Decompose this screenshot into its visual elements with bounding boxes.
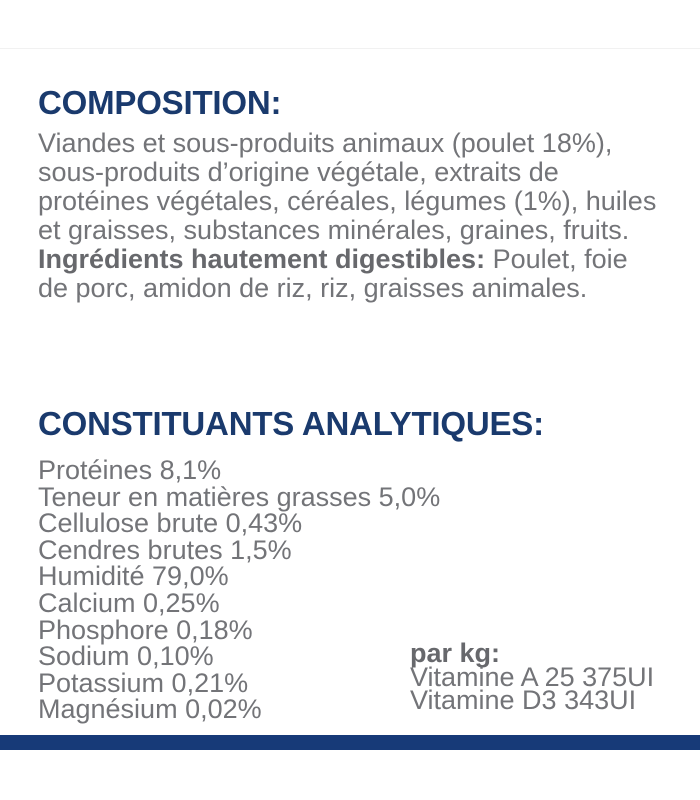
composition-line: sous-produits d’origine végétale, extraits de bbox=[38, 157, 559, 187]
analytics-item-cellulose: Cellulose brute 0,43% bbox=[38, 508, 303, 539]
per-kg-block bbox=[410, 638, 655, 715]
analytics-item-proteines: Protéines 8,1% bbox=[38, 455, 222, 485]
analytics-item-magnesium: Magnésium 0,02% bbox=[38, 694, 262, 725]
digestible-ingredients-start: Poulet, foie bbox=[485, 244, 628, 274]
analytics-item-calcium: Calcium 0,25% bbox=[38, 587, 220, 618]
bottom-navy-bar bbox=[0, 735, 700, 750]
analytics-item-cendres: Cendres brutes 1,5% bbox=[38, 534, 292, 565]
analytical-constituents-list bbox=[38, 457, 440, 723]
vitamine-a-line: Vitamine A 25 375UI bbox=[410, 661, 655, 692]
label-top-edge-line bbox=[0, 48, 700, 49]
composition-line: et graisses, substances minérales, graines, fruits. bbox=[38, 215, 630, 245]
digestible-ingredients-label: Ingrédients hautement digestibles: bbox=[38, 244, 486, 274]
analytics-item-potassium: Potassium 0,21% bbox=[38, 667, 249, 698]
composition-heading: COMPOSITION: bbox=[38, 84, 282, 121]
vitamine-d3-line: Vitamine D3 343UI bbox=[410, 685, 637, 715]
per-kg-heading: par kg: bbox=[410, 638, 501, 668]
analytics-item-humidite: Humidité 79,0% bbox=[38, 561, 229, 592]
analytics-item-phosphore: Phosphore 0,18% bbox=[38, 614, 253, 645]
analytical-constituents-heading: CONSTITUANTS ANALYTIQUES: bbox=[38, 405, 544, 442]
analytics-item-matieres-grasses: Teneur en matières grasses 5,0% bbox=[38, 481, 441, 512]
composition-line: Viandes et sous-produits animaux (poulet 18%), bbox=[38, 128, 613, 158]
analytics-item-sodium: Sodium 0,10% bbox=[38, 641, 214, 672]
composition-line: de porc, amidon de riz, riz, graisses animales. bbox=[38, 273, 588, 303]
composition-paragraph bbox=[38, 129, 656, 303]
composition-line bbox=[38, 245, 656, 274]
composition-line: protéines végétales, céréales, légumes (1%), huiles bbox=[38, 186, 657, 216]
